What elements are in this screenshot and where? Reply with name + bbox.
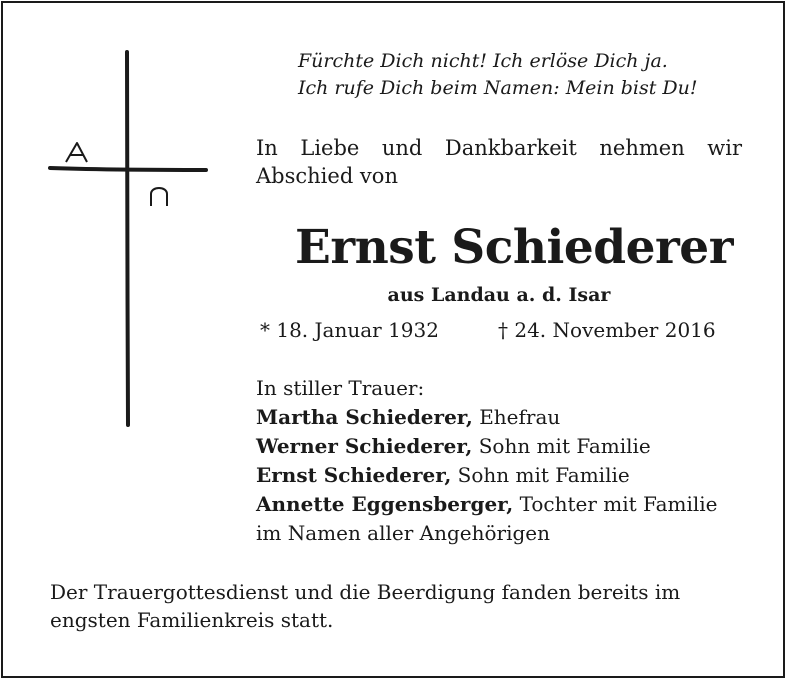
intro-text: In Liebe und Dankbarkeit nehmen wir Abschied von — [256, 136, 742, 188]
mourner-name: Annette Eggensberger, — [256, 492, 514, 516]
motto-line-2: Ich rufe Dich beim Namen: Mein bist Du! — [298, 77, 698, 99]
deceased-origin: aus Landau a. d. Isar — [387, 284, 611, 306]
mourner-row — [256, 403, 717, 432]
alpha-icon — [66, 143, 87, 162]
mourners-list — [256, 374, 717, 548]
cross-symbol — [0, 0, 260, 440]
mourner-relation: Ehefrau — [472, 405, 561, 429]
mourners-closing: im Namen aller Angehörigen — [256, 521, 551, 545]
birth-date: * 18. Januar 1932 — [260, 318, 439, 342]
mourner-name: Werner Schiederer, — [256, 434, 473, 458]
mourner-row — [256, 461, 717, 490]
motto-verse — [298, 48, 698, 102]
mourner-row — [256, 490, 717, 519]
mourner-relation: Tochter mit Familie — [513, 492, 718, 516]
mourners-heading: In stiller Trauer: — [256, 376, 425, 400]
funeral-note: Der Trauergottesdienst und die Beerdigung fanden bereits im engsten Familienkreis statt. — [50, 580, 681, 632]
deceased-name: Ernst Schiederer — [295, 220, 733, 275]
mourner-name: Ernst Schiederer, — [256, 463, 452, 487]
mourner-name: Martha Schiederer, — [256, 405, 473, 429]
mourner-row — [256, 432, 717, 461]
mourner-relation: Sohn mit Familie — [451, 463, 630, 487]
mourner-relation: Sohn mit Familie — [472, 434, 651, 458]
omega-icon — [151, 188, 167, 206]
motto-line-1: Fürchte Dich nicht! Ich erlöse Dich ja. — [298, 50, 668, 72]
death-date: † 24. November 2016 — [498, 318, 716, 342]
